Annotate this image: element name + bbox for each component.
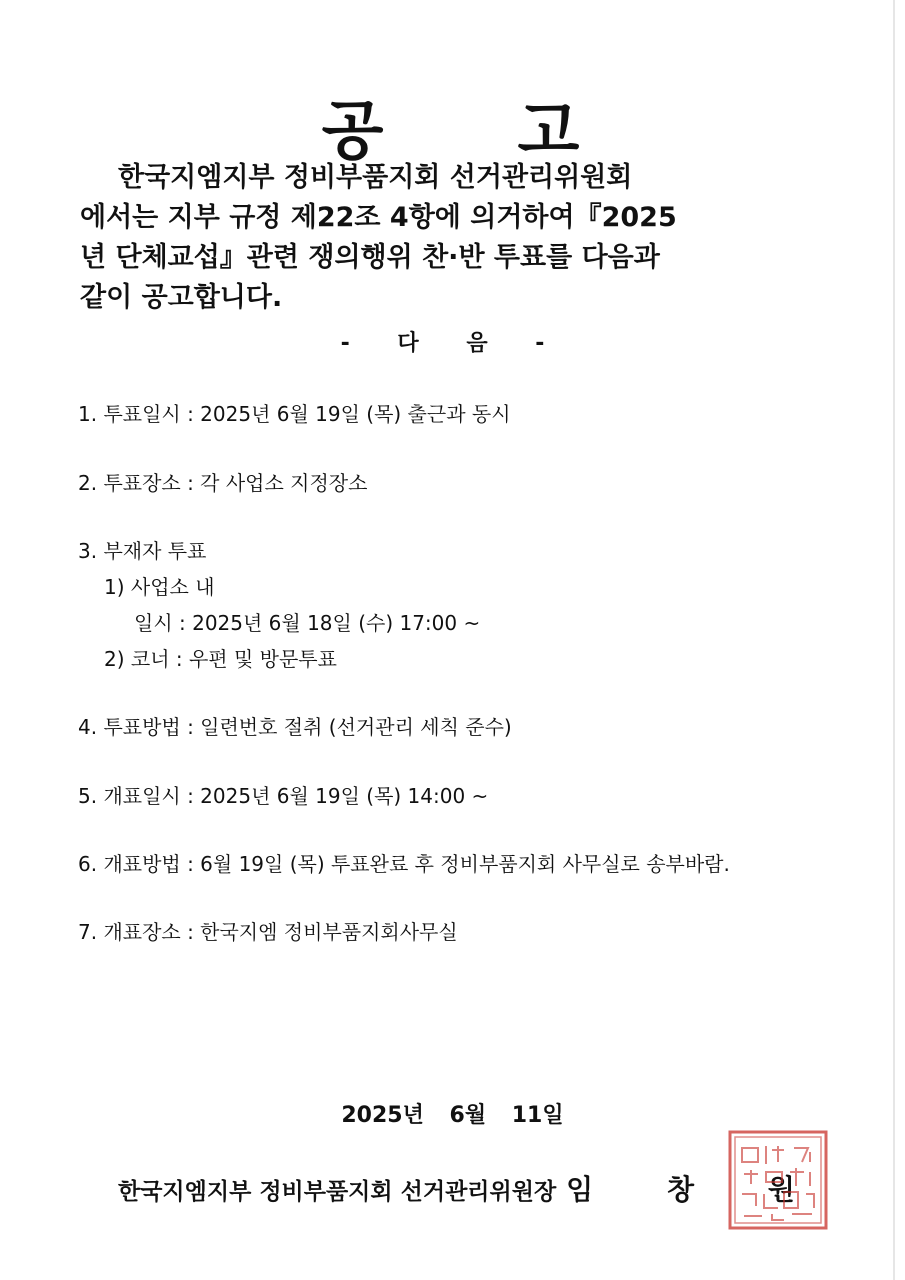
- title-char-1: 공: [321, 94, 388, 169]
- notice-date: 2025년 6월 11일: [341, 1103, 564, 1128]
- item-count-time: 5. 개표일시 : 2025년 6월 19일 (목) 14:00 ~: [78, 784, 489, 808]
- item-voting-place: 2. 투표장소 : 각 사업소 지정장소: [78, 471, 368, 495]
- absentee-sub-1: 1) 사업소 내: [104, 575, 215, 599]
- intro-line-3: 년 단체교섭』관련 쟁의행위 찬·반 투표를 다음과: [80, 242, 660, 273]
- intro-line-4: 같이 공고합니다.: [80, 282, 283, 313]
- intro-line-2: 에서는 지부 규정 제22조 4항에 의거하여『2025: [80, 202, 677, 233]
- absentee-sub-2: 2) 코너 : 우편 및 방문투표: [104, 647, 337, 671]
- item-count-method: 6. 개표방법 : 6월 19일 (목) 투표완료 후 정비부품지회 사무실로 송부바람.: [78, 852, 730, 876]
- section-heading: - 다 음 -: [340, 331, 565, 356]
- signer-name: 임 창 원: [566, 1173, 827, 1206]
- signer-org: 한국지엠지부 정비부품지회 선거관리위원장: [118, 1179, 557, 1205]
- title-char-2: 고: [517, 94, 584, 169]
- item-absentee-vote: 3. 부재자 투표: [78, 539, 207, 563]
- item-voting-time: 1. 투표일시 : 2025년 6월 19일 (목) 출근과 동시: [78, 402, 511, 426]
- item-voting-method: 4. 투표방법 : 일련번호 절취 (선거관리 세칙 준수): [78, 715, 512, 739]
- page-edge-line: [893, 0, 895, 1280]
- signer-line: [118, 1168, 827, 1208]
- absentee-sub-1-detail: 일시 : 2025년 6월 18일 (수) 17:00 ~: [134, 611, 481, 635]
- intro-paragraph: [80, 158, 840, 318]
- official-seal-stamp: [726, 1128, 830, 1232]
- item-count-place: 7. 개표장소 : 한국지엠 정비부품지회사무실: [78, 920, 458, 944]
- intro-line-1: 한국지엠지부 정비부품지회 선거관리위원회: [118, 162, 633, 193]
